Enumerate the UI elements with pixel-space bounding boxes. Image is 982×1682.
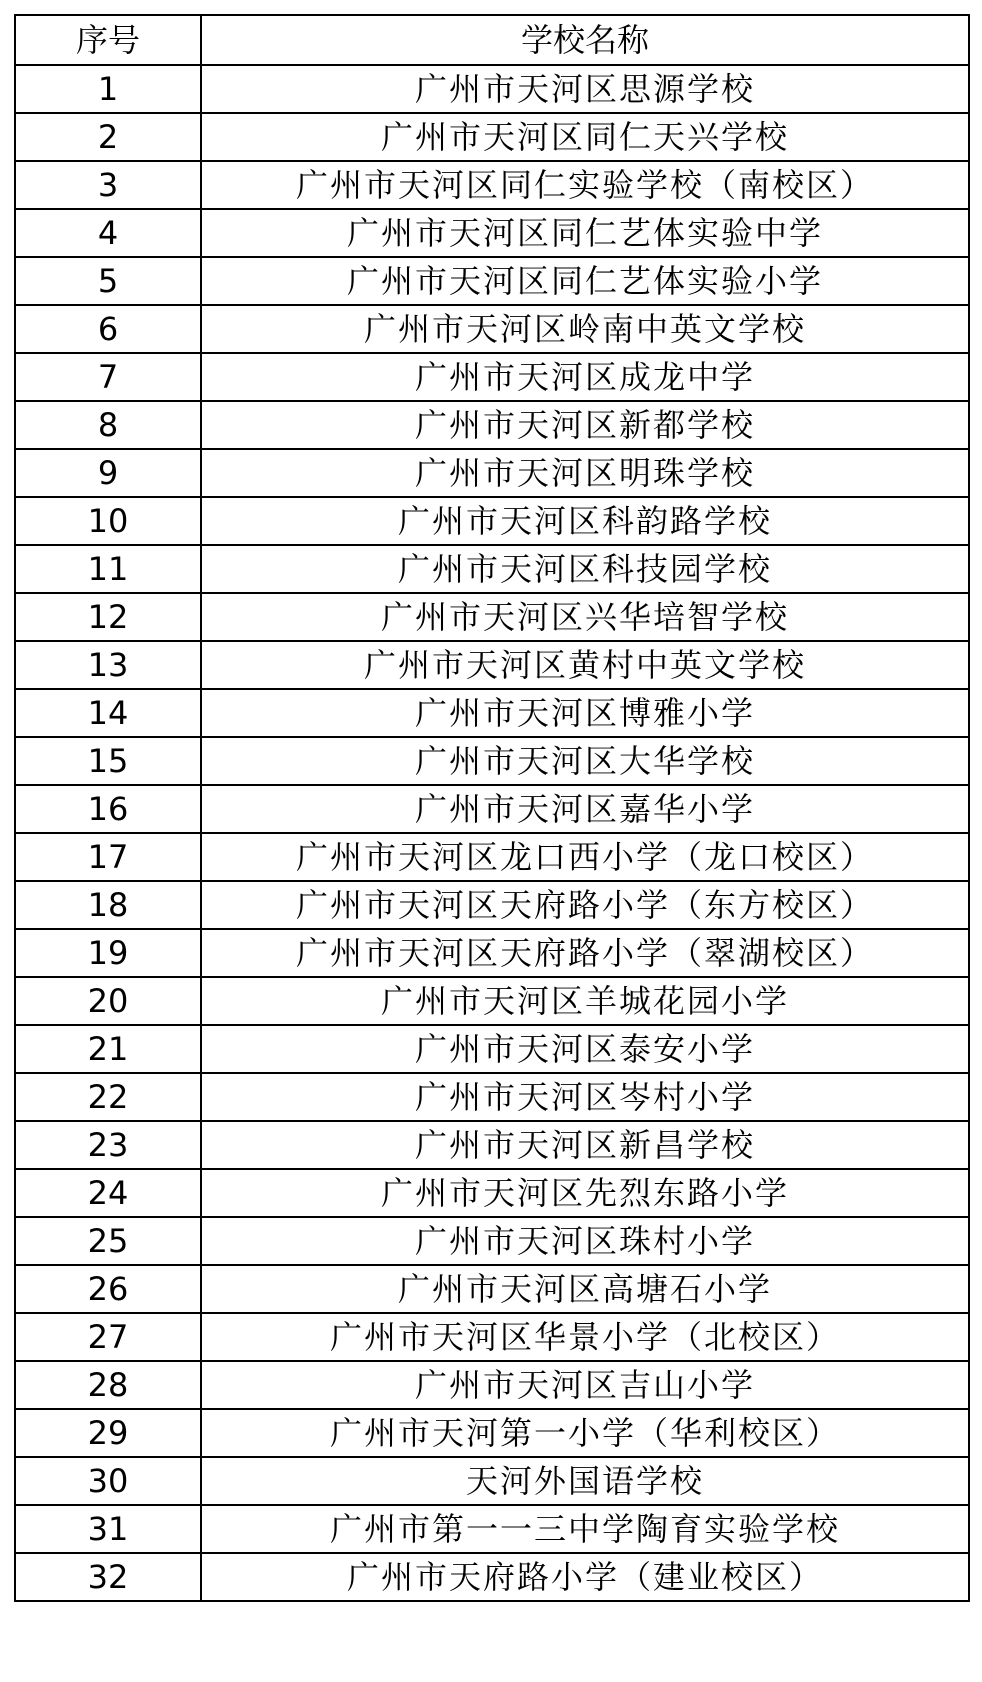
row-index-cell: 10: [15, 497, 201, 545]
table-row: [15, 1121, 969, 1169]
row-index-cell: 5: [15, 257, 201, 305]
table-body: [15, 65, 969, 1601]
table-row: [15, 449, 969, 497]
table-row: [15, 401, 969, 449]
row-index-cell: 19: [15, 929, 201, 977]
school-name-cell: 广州市天河区高塘石小学: [201, 1265, 969, 1313]
table-row: [15, 881, 969, 929]
school-name-cell: 广州市天河区珠村小学: [201, 1217, 969, 1265]
table-row: [15, 65, 969, 113]
school-name-cell: 广州市天河区成龙中学: [201, 353, 969, 401]
school-name-cell: 广州市天河第一小学（华利校区）: [201, 1409, 969, 1457]
row-index-cell: 8: [15, 401, 201, 449]
table-row: [15, 209, 969, 257]
table-row: [15, 1553, 969, 1601]
school-name-cell: 广州市天河区大华学校: [201, 737, 969, 785]
row-index-cell: 15: [15, 737, 201, 785]
table-row: [15, 353, 969, 401]
table-row: [15, 1457, 969, 1505]
row-index-cell: 23: [15, 1121, 201, 1169]
school-name-cell: 广州市天河区吉山小学: [201, 1361, 969, 1409]
row-index-cell: 30: [15, 1457, 201, 1505]
school-name-cell: 广州市天河区同仁天兴学校: [201, 113, 969, 161]
row-index-cell: 32: [15, 1553, 201, 1601]
table-row: [15, 497, 969, 545]
header-school-name: 学校名称: [201, 15, 969, 65]
row-index-cell: 17: [15, 833, 201, 881]
table-row: [15, 689, 969, 737]
row-index-cell: 26: [15, 1265, 201, 1313]
school-name-cell: 广州市天河区羊城花园小学: [201, 977, 969, 1025]
school-name-cell: 广州市天河区天府路小学（翠湖校区）: [201, 929, 969, 977]
table-row: [15, 1313, 969, 1361]
school-name-cell: 广州市天河区岑村小学: [201, 1073, 969, 1121]
school-list-table-container: [14, 14, 968, 1602]
table-row: [15, 641, 969, 689]
row-index-cell: 13: [15, 641, 201, 689]
row-index-cell: 21: [15, 1025, 201, 1073]
school-name-cell: 广州市天河区嘉华小学: [201, 785, 969, 833]
row-index-cell: 31: [15, 1505, 201, 1553]
school-name-cell: 广州市天河区泰安小学: [201, 1025, 969, 1073]
table-row: [15, 1217, 969, 1265]
row-index-cell: 9: [15, 449, 201, 497]
school-name-cell: 广州市天河区新昌学校: [201, 1121, 969, 1169]
row-index-cell: 27: [15, 1313, 201, 1361]
school-name-cell: 广州市天河区先烈东路小学: [201, 1169, 969, 1217]
school-name-cell: 广州市第一一三中学陶育实验学校: [201, 1505, 969, 1553]
row-index-cell: 7: [15, 353, 201, 401]
school-name-cell: 广州市天河区科技园学校: [201, 545, 969, 593]
table-row: [15, 1073, 969, 1121]
table-row: [15, 833, 969, 881]
table-row: [15, 929, 969, 977]
row-index-cell: 3: [15, 161, 201, 209]
row-index-cell: 6: [15, 305, 201, 353]
school-list-table: [14, 14, 970, 1602]
table-row: [15, 593, 969, 641]
row-index-cell: 4: [15, 209, 201, 257]
row-index-cell: 20: [15, 977, 201, 1025]
school-name-cell: 广州市天河区同仁实验学校（南校区）: [201, 161, 969, 209]
school-name-cell: 广州市天河区新都学校: [201, 401, 969, 449]
row-index-cell: 22: [15, 1073, 201, 1121]
school-name-cell: 广州市天河区天府路小学（东方校区）: [201, 881, 969, 929]
school-name-cell: 广州市天河区科韵路学校: [201, 497, 969, 545]
row-index-cell: 18: [15, 881, 201, 929]
table-header-row: [15, 15, 969, 65]
table-row: [15, 545, 969, 593]
school-name-cell: 广州市天河区龙口西小学（龙口校区）: [201, 833, 969, 881]
row-index-cell: 2: [15, 113, 201, 161]
school-name-cell: 广州市天河区同仁艺体实验中学: [201, 209, 969, 257]
table-row: [15, 785, 969, 833]
row-index-cell: 29: [15, 1409, 201, 1457]
school-name-cell: 广州市天河区华景小学（北校区）: [201, 1313, 969, 1361]
table-row: [15, 737, 969, 785]
school-name-cell: 广州市天河区兴华培智学校: [201, 593, 969, 641]
row-index-cell: 16: [15, 785, 201, 833]
row-index-cell: 1: [15, 65, 201, 113]
school-name-cell: 天河外国语学校: [201, 1457, 969, 1505]
school-name-cell: 广州市天河区岭南中英文学校: [201, 305, 969, 353]
header-index: 序号: [15, 15, 201, 65]
table-row: [15, 977, 969, 1025]
table-row: [15, 1505, 969, 1553]
row-index-cell: 12: [15, 593, 201, 641]
school-name-cell: 广州市天河区思源学校: [201, 65, 969, 113]
school-name-cell: 广州市天河区同仁艺体实验小学: [201, 257, 969, 305]
row-index-cell: 24: [15, 1169, 201, 1217]
school-name-cell: 广州市天河区明珠学校: [201, 449, 969, 497]
school-name-cell: 广州市天府路小学（建业校区）: [201, 1553, 969, 1601]
row-index-cell: 25: [15, 1217, 201, 1265]
row-index-cell: 14: [15, 689, 201, 737]
row-index-cell: 28: [15, 1361, 201, 1409]
table-row: [15, 1025, 969, 1073]
table-row: [15, 113, 969, 161]
table-row: [15, 1361, 969, 1409]
table-row: [15, 1265, 969, 1313]
school-name-cell: 广州市天河区黄村中英文学校: [201, 641, 969, 689]
table-row: [15, 161, 969, 209]
table-row: [15, 1409, 969, 1457]
table-row: [15, 305, 969, 353]
row-index-cell: 11: [15, 545, 201, 593]
school-name-cell: 广州市天河区博雅小学: [201, 689, 969, 737]
table-row: [15, 1169, 969, 1217]
table-row: [15, 257, 969, 305]
